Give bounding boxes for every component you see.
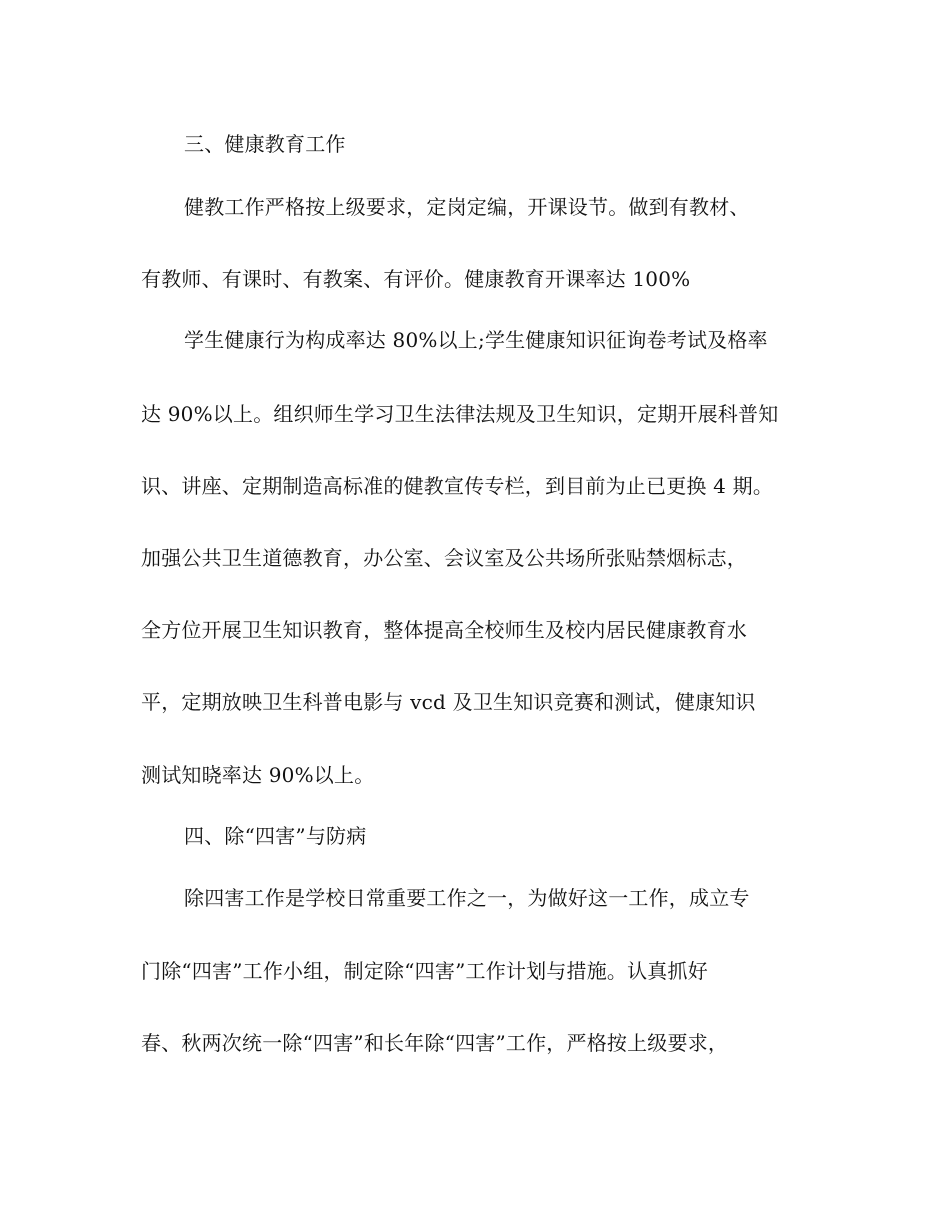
paragraph-line: 健教工作严格按上级要求，定岗定编，开课设节。做到有教材、 [184,195,750,219]
paragraph-line: 识、讲座、定期制造高标准的健教宣传专栏，到目前为止已更换 4 期。 [141,474,774,498]
paragraph-line: 春、秋两次统一除“四害”和长年除“四害”工作，严格按上级要求， [141,1031,729,1055]
section-heading-four-pests: 四、除“四害”与防病 [184,824,367,848]
paragraph-line: 门除“四害”工作小组，制定除“四害”工作计划与措施。认真抓好 [141,959,708,983]
paragraph-line: 全方位开展卫生知识教育，整体提高全校师生及校内居民健康教育水 [141,618,747,642]
paragraph-line: 学生健康行为构成率达 80%以上;学生健康知识征询卷考试及格率 [184,328,768,352]
section-heading-health-education: 三、健康教育工作 [184,132,346,156]
paragraph-line: 达 90%以上。组织师生学习卫生法律法规及卫生知识，定期开展科普知 [141,402,779,426]
paragraph-line: 加强公共卫生道德教育，办公室、会议室及公共场所张贴禁烟标志， [141,546,747,570]
paragraph-line: 测试知晓率达 90%以上。 [141,763,375,787]
paragraph-line: 平，定期放映卫生科普电影与 vcd 及卫生知识竞赛和测试，健康知识 [141,690,756,714]
paragraph-line: 有教师、有课时、有教案、有评价。健康教育开课率达 100% [141,267,691,291]
paragraph-line: 除四害工作是学校日常重要工作之一，为做好这一工作，成立专 [184,886,750,910]
